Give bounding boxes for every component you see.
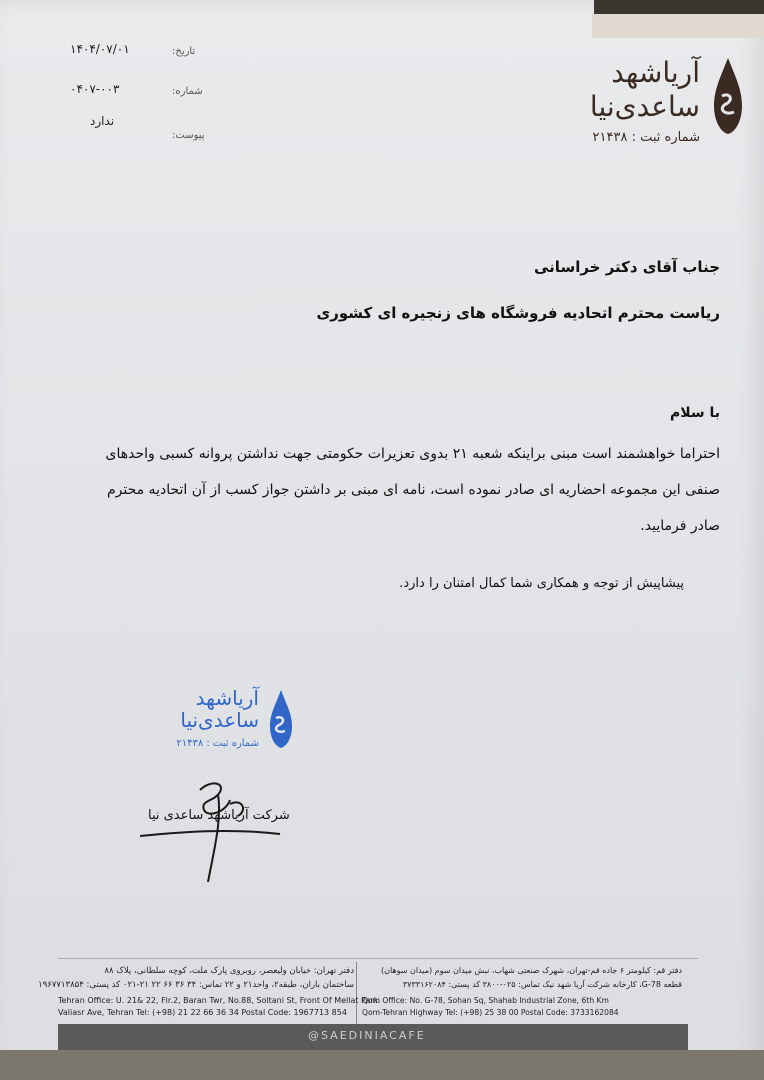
number-value: ۰۴۰۷-۰۰۳	[70, 82, 120, 96]
stamp-registration: شماره ثبت : ۲۱۴۳۸	[176, 738, 259, 749]
date-label: تاریخ:	[172, 46, 196, 57]
stamp-brand-line2: ساعدی‌نیا	[180, 708, 259, 732]
dark-corner	[594, 0, 764, 14]
footer-social-bar	[58, 1024, 688, 1050]
brand-name-line2: ساعدی‌نیا	[589, 90, 700, 123]
letter-meta	[60, 40, 220, 160]
company-stamp	[155, 686, 295, 766]
stamp-drop-icon	[267, 688, 295, 750]
footer-tehran-fa-2: ساختمان باران، طبقه۲، واحد۲۱ و ۲۲ تماس: ۳۴ ۳۶ ۶۶ ۲۲ ۲۱-۰۲۱ کد پستی: ۱۹۶۷۷۱۳۸۵۴	[38, 980, 354, 990]
footer-qom-en-1: Qom Office: No. G-78, Sohan Sq, Shahab Industrial Zone, 6th Km	[362, 996, 609, 1005]
date-row	[60, 40, 220, 80]
drop-logo-icon	[710, 56, 746, 136]
number-row	[60, 80, 220, 120]
attachment-label: پیوست:	[172, 130, 205, 141]
addressee-name: جناب آقای دکتر خراسانی	[534, 258, 720, 276]
footer-divider	[356, 962, 357, 1024]
handwritten-signature	[130, 770, 290, 890]
addressee-title: ریاست محترم اتحادیه فروشگاه های زنجیره ای کشوری	[316, 304, 720, 322]
footer-rule	[58, 958, 698, 959]
closing-thanks: پیشاپیش از توجه و همکاری شما کمال امتنان را دارد.	[399, 576, 684, 591]
social-handle: @SAEDINIACAFE	[308, 1029, 426, 1042]
company-signature-text: شرکت آریاشهد ساعدی نیا	[148, 808, 290, 823]
footer-tehran-en-2: Valiasr Ave, Tehran Tel: (+98) 21 22 66 36 34 Postal Code: 1967713 854	[58, 1008, 347, 1017]
registration-number: شماره ثبت : ۲۱۴۳۸	[592, 130, 700, 145]
footer-tehran-fa-1: دفتر تهران: خیابان ولیعصر، روبروی پارک ملت، کوچه سلطانی، پلاک ۸۸	[104, 966, 354, 976]
footer-qom-fa-2: قطعه G-78، کارخانه شرکت آریا شهد نیک تماس: ۰۲۵-۳۸۰۰ کد پستی: ۳۷۳۳۱۶۲۰۸۴	[402, 980, 682, 989]
footer-tehran-en-1: Tehran Office: U. 21& 22, Flr.2, Baran Twr, No.88, Soltani St, Front Of Mellat Park	[58, 996, 379, 1005]
brand-band	[592, 14, 764, 38]
attachment-value: ندارد	[90, 114, 115, 128]
footer-qom-fa-1: دفتر قم: کیلومتر ۶ جاده قم-تهران، شهرک صنعتی شهاب، نبش میدان سوم (میدان سوهان)	[380, 966, 682, 975]
footer-qom-en-2: Qom-Tehran Highway Tel: (+98) 25 38 00 Postal Code: 3733162084	[362, 1008, 619, 1017]
greeting: با سلام	[669, 405, 720, 421]
company-logo	[526, 52, 746, 147]
table-surface	[0, 1050, 764, 1080]
letter-body: احتراما خواهشمند است مبنی براینکه شعبه ۲۱ بدوی تعزیرات حکومتی جهت نداشتن پروانه کسبی واحدهای صنفی این مجموعه احضاریه ای صادر نموده است، نامه ای مبنی بر داشتن جواز کسب از آن اتحادیه محترم صادر فرمایید.	[105, 446, 720, 534]
date-value: ۱۴۰۴/۰۷/۰۱	[70, 42, 130, 56]
attachment-row	[60, 114, 220, 160]
number-label: شماره:	[172, 86, 203, 97]
stamp-brand-line1: آریاشهد	[195, 686, 259, 710]
brand-name-line1: آریاشهد	[611, 56, 700, 89]
